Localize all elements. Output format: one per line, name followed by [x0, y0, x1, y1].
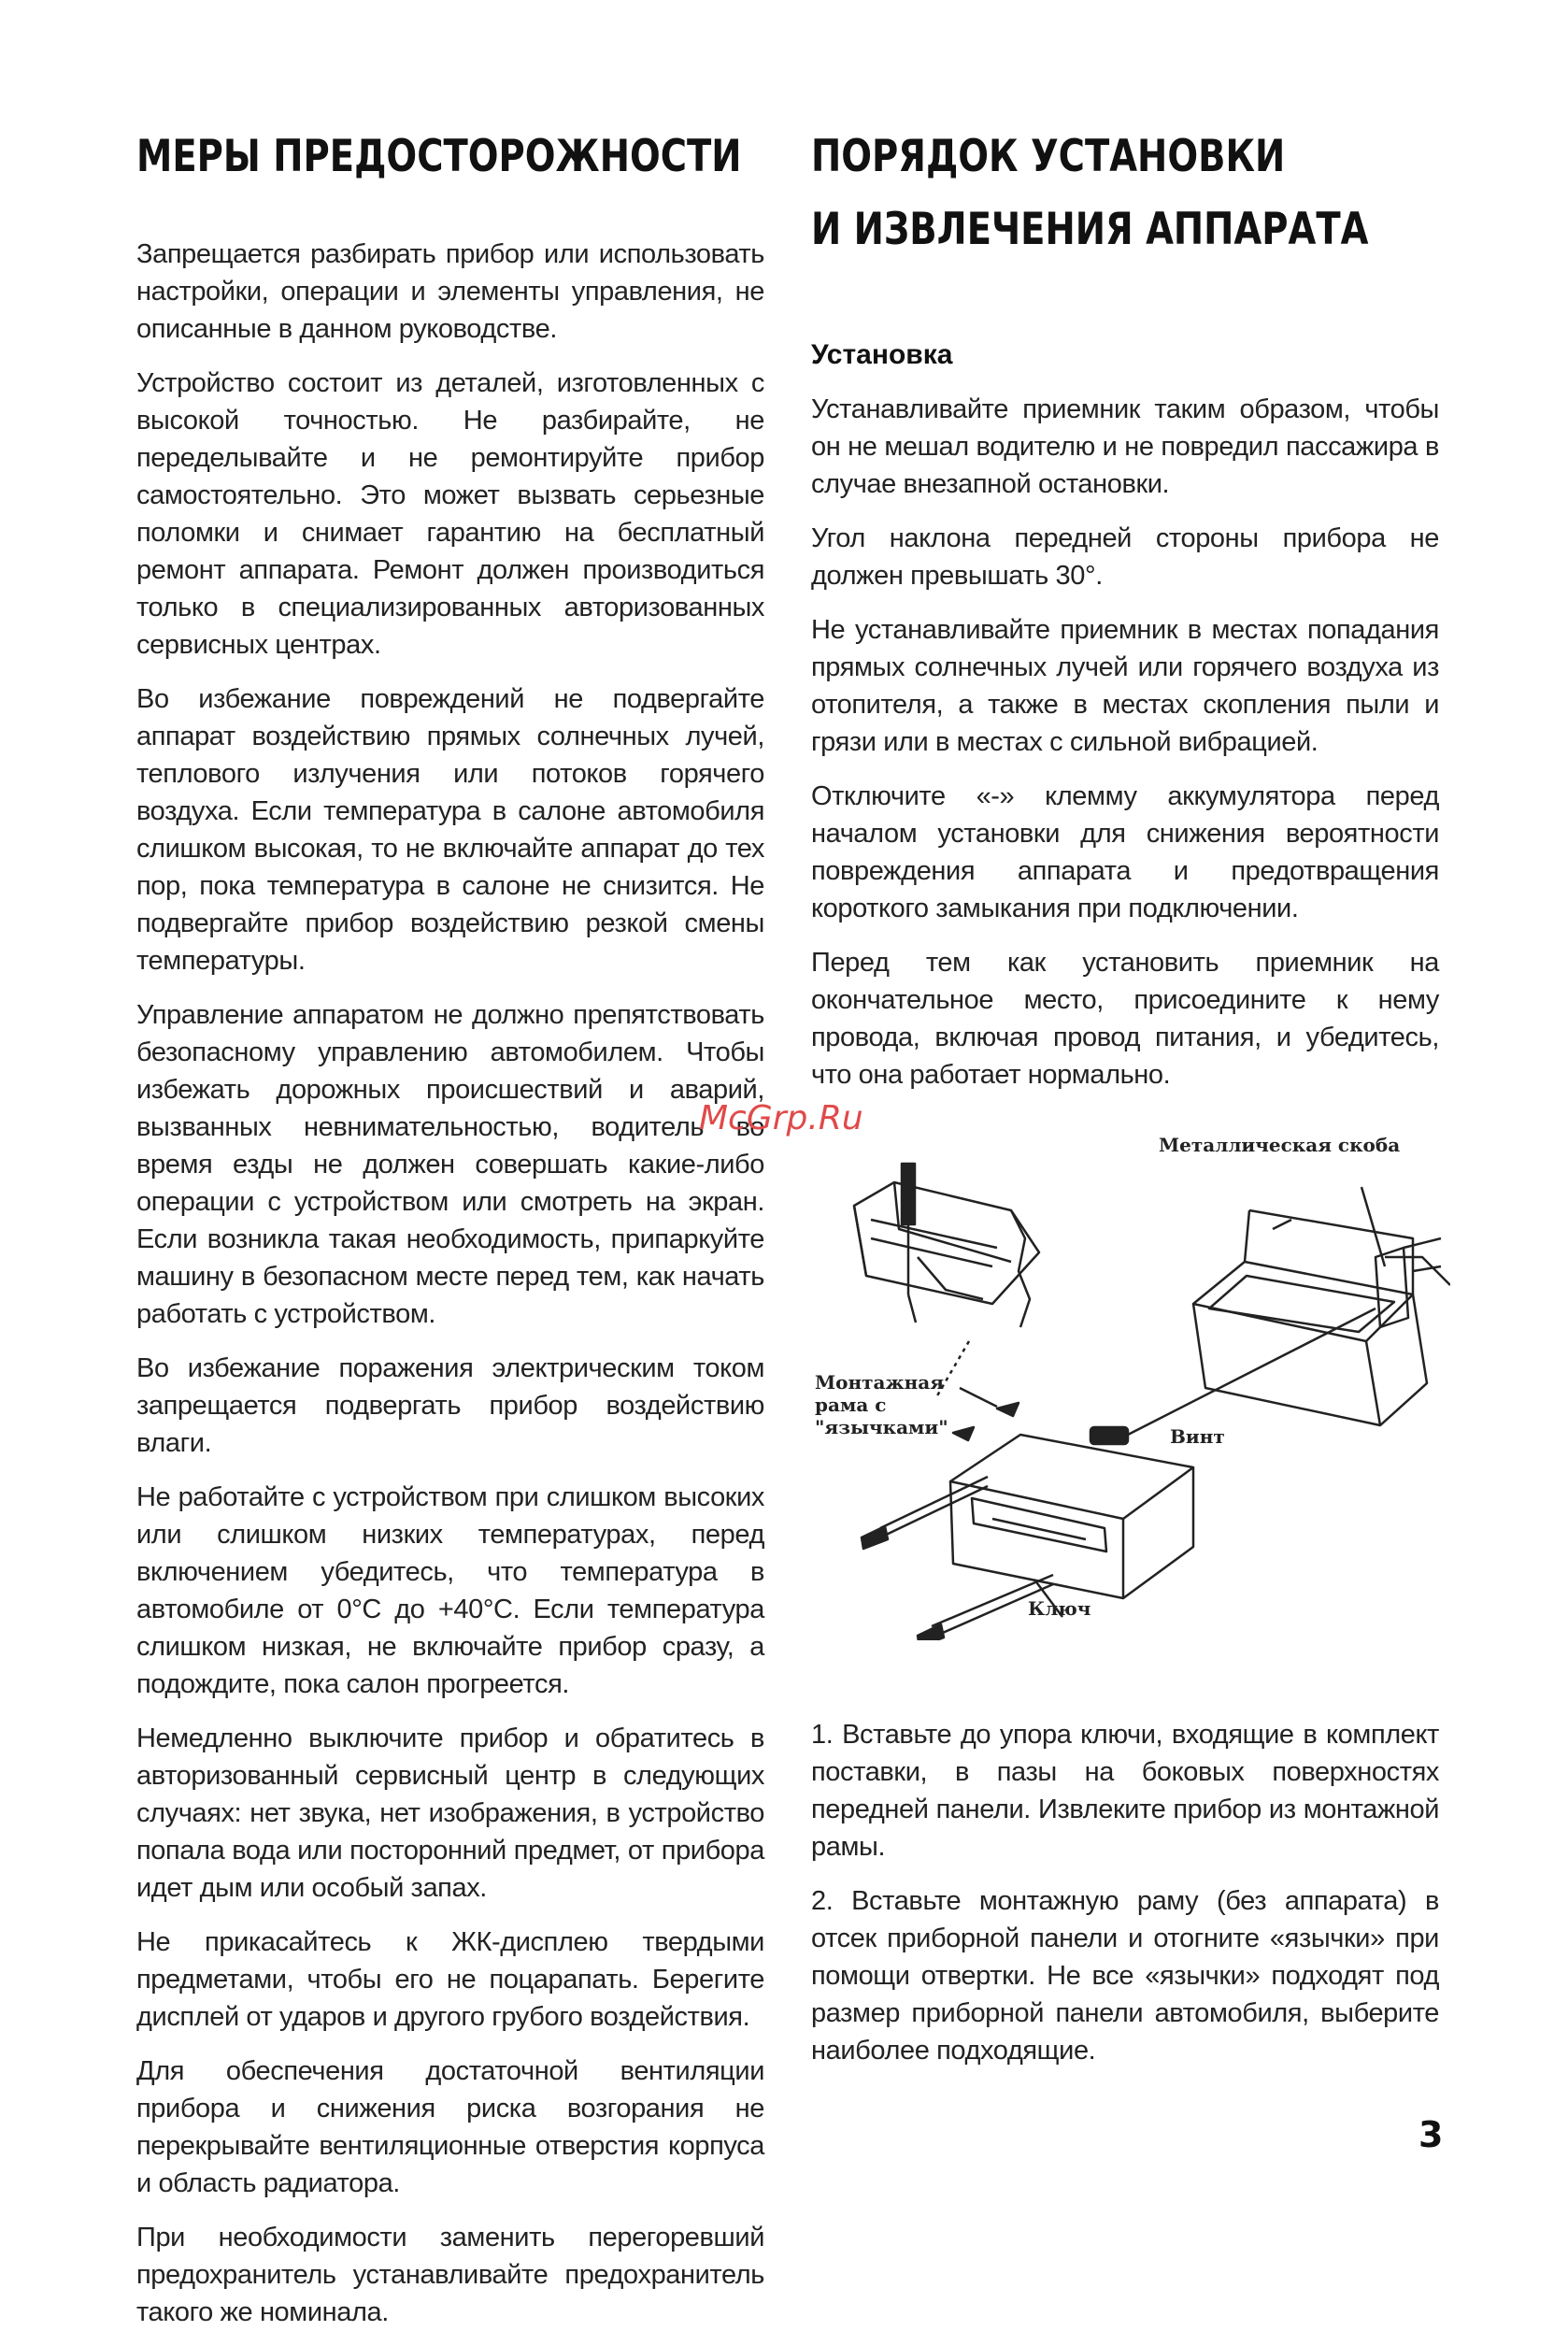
screwdriver	[902, 1164, 916, 1323]
installation-diagram	[805, 1108, 1450, 1640]
frame-label-line2: рама с	[815, 1394, 887, 1416]
paragraph: Отключите «-» клемму аккумулятора перед началом установки для снижения вероятности повреждения аппарата и предотвращения короткого замыкания при подключении.	[811, 781, 1439, 923]
precautions-body	[136, 236, 764, 2331]
installation-heading	[811, 121, 1368, 266]
paragraph: Для обеспечения достаточной вентиляции прибора и снижения риска возгорания не перекрывайте вентиляционные отверстия корпуса и область радиатора.	[136, 2056, 764, 2198]
paragraph: Устанавливайте приемник таким образом, чтобы он не мешал водителю и не повредил пассажира в случае внезапной остановки.	[811, 394, 1439, 499]
installation-subheading: Установка	[811, 339, 953, 370]
paragraph: Перед тем как установить приемник на окончательное место, присоедините к нему провода, включая провод питания, и убедитесь, что она работает нормально.	[811, 948, 1439, 1090]
installation-heading-line2: И ИЗВЛЕЧЕНИЯ АППАРАТА	[811, 204, 1369, 255]
head-unit	[950, 1435, 1193, 1598]
frame-label-line1: Монтажная	[815, 1371, 945, 1394]
dashboard-opening	[854, 1182, 1039, 1327]
paragraph: Угол наклона передней стороны прибора не должен превышать 30°.	[811, 523, 1439, 591]
mounting-sleeve	[1193, 1210, 1450, 1425]
release-keys	[862, 1477, 1053, 1640]
paragraph: Не устанавливайте приемник в местах попадания прямых солнечных лучей или горячего воздуха из отопителя, а также в местах скопления пыли и грязи или в местах с сильной вибрацией.	[811, 615, 1439, 757]
precautions-heading: МЕРЫ ПРЕДОСТОРОЖНОСТИ	[136, 131, 742, 182]
paragraph: Устройство состоит из деталей, изготовленных с высокой точностью. Не разбирайте, не переделывайте и не ремонтируйте прибор самостоятельно. Это может вызвать серьезные поломки и снимает гарантию на бесплатный ремонт аппарата. Ремонт должен производиться только в специализированных авторизованных сервисных центрах.	[136, 368, 764, 660]
step-item: 1. Вставьте до упора ключи, входящие в комплект поставки, в пазы на боковых поверхностях передней панели. Извлеките прибор из монтажной рамы.	[811, 1720, 1439, 1862]
installation-body	[811, 391, 1439, 1094]
key-label: Ключ	[1028, 1597, 1091, 1620]
paragraph: Управление аппаратом не должно препятствовать безопасному управлению автомобилем. Чтобы избежать дорожных происшествий и аварий, вызванных невнимательностью, водитель во время езды не должен совершать какие-либо операции с устройством или смотреть на экран. Если возникла такая необходимость, припаркуйте машину в безопасном месте перед тем, как начать работать с устройством.	[136, 1000, 764, 1329]
paragraph: Не прикасайтесь к ЖК-дисплею твердыми предметами, чтобы его не поцарапать. Берегите дисплей от ударов и другого грубого воздействия.	[136, 1927, 764, 2032]
installation-steps	[811, 1716, 1439, 2069]
step-item: 2. Вставьте монтажную раму (без аппарата) в отсек приборной панели и отогните «язычки» при помощи отвертки. Не все «язычки» подходят под размер приборной панели автомобиля, выберите наиболее подходящие.	[811, 1886, 1439, 2066]
screw	[1090, 1427, 1128, 1444]
paragraph: Во избежание поражения электрическим током запрещается подвергать прибор воздействию влаги.	[136, 1353, 764, 1458]
bracket-label: Металлическая скоба	[1159, 1134, 1401, 1156]
paragraph: Немедленно выключите прибор и обратитесь в авторизованный сервисный центр в следующих случаях: нет звука, нет изображения, в устройство попала вода или посторонний предмет, от прибора идет дым или особый запах.	[136, 1723, 764, 1903]
paragraph: При необходимости заменить перегоревший предохранитель устанавливайте предохранитель такого же номинала.	[136, 2223, 764, 2327]
watermark: McGrp.Ru	[699, 1099, 863, 1137]
frame-label-line3: "язычками"	[815, 1416, 948, 1438]
paragraph: Запрещается разбирать прибор или использовать настройки, операции и элементы управления, не описанные в данном руководстве.	[136, 239, 764, 344]
paragraph: Не работайте с устройством при слишком высоких или слишком низких температурах, перед включением убедитесь, что температура в автомобиле от 0°C до +40°C. Если температура слишком низкая, не включайте прибор сразу, а подождите, пока салон прогреется.	[136, 1482, 764, 1699]
page-number: 3	[1418, 2114, 1444, 2155]
paragraph: Во избежание повреждений не подвергайте аппарат воздействию прямых солнечных лучей, теплового излучения или потоков горячего воздуха. Если температура в салоне автомобиля слишком высокая, то не включайте аппарат до тех пор, пока температура в салоне не снизится. Не подвергайте прибор воздействию резкой смены температуры.	[136, 684, 764, 976]
installation-heading-line1: ПОРЯДОК УСТАНОВКИ	[811, 131, 1286, 182]
screw-label: Винт	[1170, 1425, 1225, 1448]
